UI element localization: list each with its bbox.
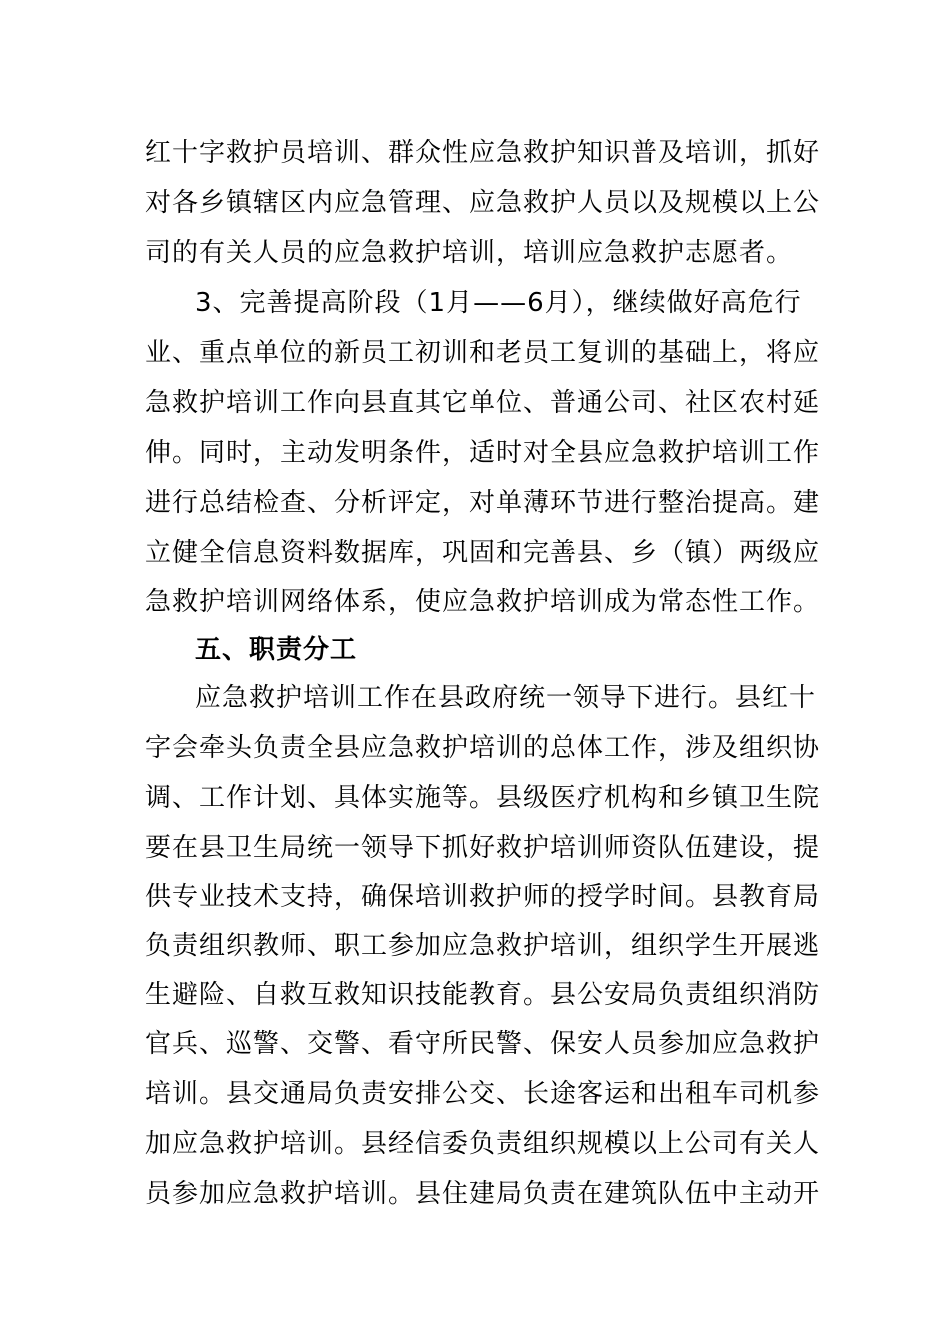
text-line: 红十字救护员培训、群众性应急救护知识普及培训，抓好 bbox=[145, 138, 821, 168]
text-line: 字会牵头负责全县应急救护培训的总体工作，涉及组织协 bbox=[145, 733, 821, 763]
text-line: 3、完善提高阶段（1月——6月），继续做好高危行 bbox=[195, 288, 802, 318]
text-line: 加应急救护培训。县经信委负责组织规模以上公司有关人 bbox=[145, 1129, 821, 1159]
text-line: 供专业技术支持，确保培训救护师的授学时间。县教育局 bbox=[145, 882, 821, 912]
text-line: 立健全信息资料数据库，巩固和完善县、乡（镇）两级应 bbox=[145, 538, 821, 568]
text-line: 生避险、自救互救知识技能教育。县公安局负责组织消防 bbox=[145, 980, 821, 1010]
text-line: 官兵、巡警、交警、看守所民警、保安人员参加应急救护 bbox=[145, 1029, 821, 1059]
text-line: 培训。县交通局负责安排公交、长途客运和出租车司机参 bbox=[145, 1079, 821, 1109]
text-line: 员参加应急救护培训。县住建局负责在建筑队伍中主动开 bbox=[145, 1179, 821, 1209]
text-line: 要在县卫生局统一领导下抓好救护培训师资队伍建设，提 bbox=[145, 833, 821, 863]
text-line: 急救护培训网络体系，使应急救护培训成为常态性工作。 bbox=[145, 587, 821, 617]
text-line: 负责组织教师、职工参加应急救护培训，组织学生开展逃 bbox=[145, 931, 821, 961]
text-line: 调、工作计划、具体实施等。县级医疗机构和乡镇卫生院 bbox=[145, 783, 821, 813]
text-line: 进行总结检查、分析评定，对单薄环节进行整治提高。建 bbox=[145, 488, 821, 518]
text-line: 应急救护培训工作在县政府统一领导下进行。县红十 bbox=[195, 683, 817, 713]
text-line: 伸。同时，主动发明条件，适时对全县应急救护培训工作 bbox=[145, 438, 821, 468]
text-line: 司的有关人员的应急救护培训，培训应急救护志愿者。 bbox=[145, 238, 794, 268]
text-line: 对各乡镇辖区内应急管理、应急救护人员以及规模以上公 bbox=[145, 188, 821, 218]
text-line: 业、重点单位的新员工初训和老员工复训的基础上，将应 bbox=[145, 338, 821, 368]
text-line: 急救护培训工作向县直其它单位、普通公司、社区农村延 bbox=[145, 388, 821, 418]
section-heading: 五、职责分工 bbox=[195, 635, 358, 665]
